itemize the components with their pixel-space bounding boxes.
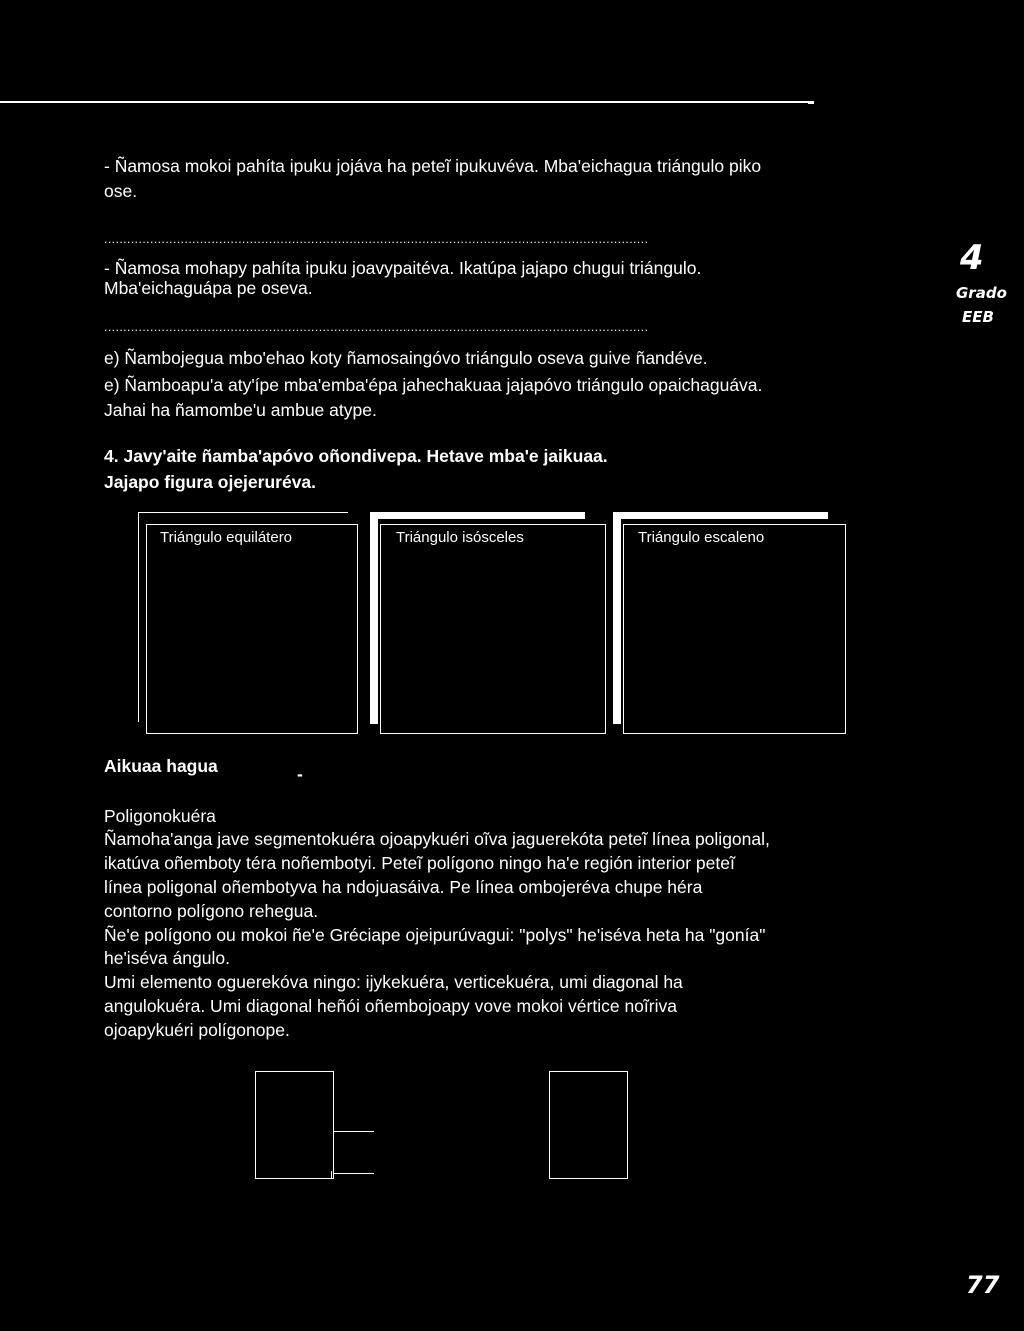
intro-line-3: - Ñamosa mohapy pahíta ipuku joavypaitéva. Ikatúpa jajapo chugui triángulo. — [104, 258, 702, 278]
intro-line-5: e) Ñambojegua mbo'ehao koty ñamosaingóvo triángulo oseva guive ñandéve. — [104, 348, 708, 368]
body-line-9: ojoapykuéri polígonope. — [104, 1020, 290, 1040]
polygon-figure-left — [255, 1071, 375, 1181]
page-number: 77 — [966, 1271, 1000, 1299]
exercise-4-line-2: Jajapo figura ojejeruréva. — [104, 472, 317, 492]
intro-line-6: e) Ñamboapu'a aty'ípe mba'emba'épa jahechakuaa jajapóvo triángulo opaichaguáva. — [104, 375, 763, 395]
intro-line-4: Mba'eichaguápa pe oseva. — [104, 278, 313, 298]
aikuaa-heading: Aikuaa hagua — [104, 756, 218, 776]
body-line-1: Ñamoha'anga jave segmentokuéra ojoapykuéri oĩva jaguerekóta peteĩ línea poligonal, — [104, 829, 770, 849]
header-rule-tick — [808, 101, 814, 104]
body-title: Poligonokuéra — [104, 806, 216, 826]
triangle-box-isosceles[interactable] — [370, 512, 608, 734]
grade-label: Grado — [956, 284, 1007, 302]
triangle-box-scalene[interactable] — [613, 512, 848, 734]
body-line-6: he'iséva ángulo. — [104, 948, 230, 968]
grade-level-label: EEB — [962, 308, 994, 326]
triangle-box-scalene-label: Triángulo escaleno — [638, 529, 765, 546]
exercise-4-line-1: 4. Javy'aite ñamba'apóvo oñondivepa. Hetave mba'e jaikuaa. — [104, 446, 608, 466]
body-line-8: angulokuéra. Umi diagonal heñói oñembojoapy vove mokoi vértice noĩriva — [104, 996, 677, 1016]
body-line-7: Umi elemento oguerekóva ningo: ijykekuéra, verticekuéra, umi diagonal ha — [104, 972, 683, 992]
answer-dots-1: .............................................................................................................................................. — [104, 232, 649, 246]
answer-dots-2: .............................................................................................................................................. — [104, 320, 649, 334]
header-rule — [0, 101, 812, 103]
intro-line-1: - Ñamosa mokoi pahíta ipuku jojáva ha peteĩ ipukuvéva. Mba'eichagua triángulo piko — [104, 156, 762, 176]
triangle-box-equilateral[interactable] — [138, 512, 360, 734]
body-line-5: Ñe'e polígono ou mokoi ñe'e Gréciape ojeipurúvagui: "polys" he'iséva heta ha "gonía" — [104, 925, 766, 945]
body-line-2: ikatúva oñemboty téra noñembotyi. Peteĩ polígono ningo ha'e región interior peteĩ — [104, 853, 735, 873]
aikuaa-dash: - — [297, 764, 303, 784]
grade-number: 4 — [960, 238, 984, 278]
intro-line-7: Jahai ha ñamombe'u ambue atype. — [104, 400, 377, 420]
polygon-figure-right — [549, 1071, 628, 1179]
intro-line-2: ose. — [104, 181, 138, 201]
body-line-4: contorno polígono rehegua. — [104, 901, 319, 921]
triangle-box-isosceles-label: Triángulo isósceles — [396, 529, 524, 546]
body-line-3: línea poligonal oñembotyva ha ndojuasáiva. Pe línea ombojeréva chupe héra — [104, 877, 703, 897]
triangle-box-equilateral-label: Triángulo equilátero — [160, 529, 293, 546]
